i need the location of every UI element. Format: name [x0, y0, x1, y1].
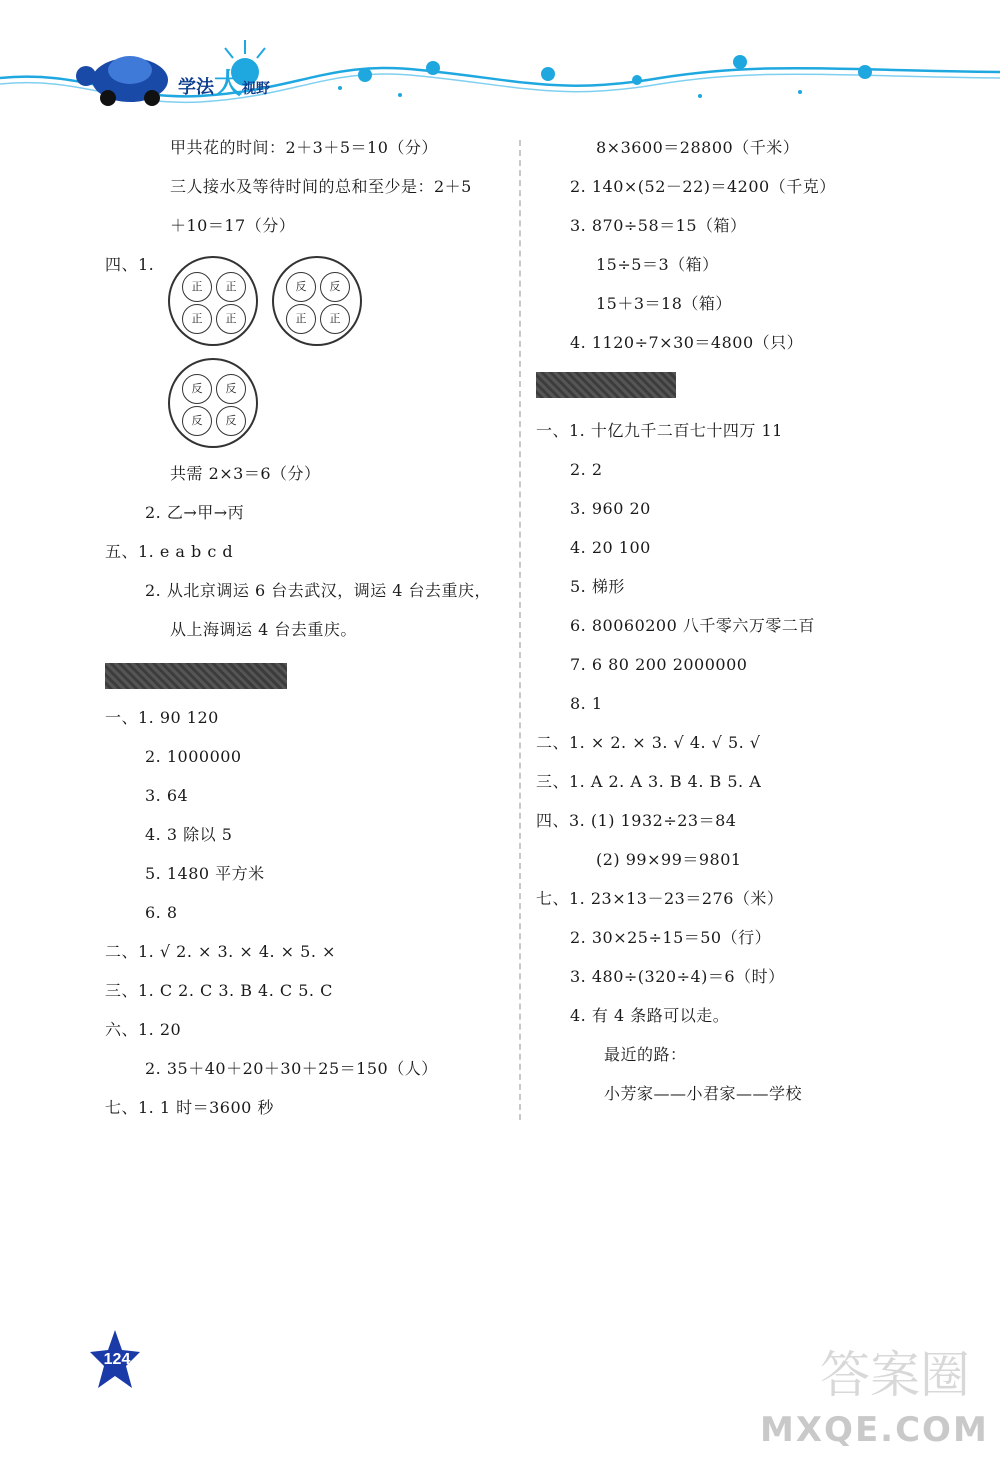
- coin: 正: [182, 272, 212, 302]
- answer-line: 3. 870÷58＝15（箱）: [570, 216, 747, 235]
- answer-line: 一、1. 90 120: [105, 708, 219, 727]
- header-banner: [0, 0, 1000, 120]
- answer-line: 三人接水及等待时间的总和至少是：2＋5: [170, 177, 472, 196]
- answer-line: 一、1. 十亿九千二百七十四万 11: [536, 421, 783, 440]
- answer-line: 二、1. × 2. × 3. √ 4. √ 5. √: [536, 733, 761, 752]
- answer-line: 4. 3 除以 5: [145, 825, 233, 844]
- answer-line: 三、1. A 2. A 3. B 4. B 5. A: [536, 772, 762, 791]
- coin: 正: [320, 304, 350, 334]
- answer-line: 二、1. √ 2. × 3. × 4. × 5. ×: [105, 942, 336, 961]
- answer-line: 8. 1: [570, 694, 603, 713]
- coin-diagram-1: [168, 256, 258, 346]
- coin: 正: [182, 304, 212, 334]
- coin: 反: [216, 374, 246, 404]
- answer-line: 共需 2×3＝6（分）: [170, 464, 321, 483]
- answer-line: 2. 乙→甲→丙: [145, 503, 245, 522]
- answer-line: 4. 1120÷7×30＝4800（只）: [570, 333, 804, 352]
- answer-line: 6. 80060200 八千零六万零二百: [570, 616, 815, 635]
- answer-line: 3. 64: [145, 786, 189, 805]
- answer-line: 七、1. 23×13－23＝276（米）: [536, 889, 784, 908]
- section-header-bar: [536, 372, 676, 398]
- answer-line: 六、1. 20: [105, 1020, 182, 1039]
- answer-line: 小芳家——小君家——学校: [604, 1084, 803, 1103]
- section-header-bar: [105, 663, 287, 689]
- answer-line: 5. 梯形: [570, 577, 625, 596]
- coin: 反: [216, 406, 246, 436]
- answer-line: 五、1. e a b c d: [105, 542, 234, 561]
- answer-line: 2. 30×25÷15＝50（行）: [570, 928, 772, 947]
- answer-line: 四、3. (1) 1932÷23＝84: [536, 811, 737, 830]
- answer-line: 3. 960 20: [570, 499, 651, 518]
- answer-line: 从上海调运 4 台去重庆。: [170, 620, 357, 639]
- coin: 反: [182, 374, 212, 404]
- coin-diagram-3: [168, 358, 258, 448]
- answer-line: 7. 6 80 200 2000000: [570, 655, 748, 674]
- answer-line: 甲共花的时间：2＋3＋5＝10（分）: [170, 138, 438, 157]
- car-icon: [76, 56, 168, 106]
- answer-line: 2. 2: [570, 460, 603, 479]
- coin: 反: [320, 272, 350, 302]
- answer-line: 2. 1000000: [145, 747, 242, 766]
- answer-line: 4. 20 100: [570, 538, 651, 557]
- answer-line: 15＋3＝18（箱）: [596, 294, 732, 313]
- logo-title: 学法大视野: [178, 67, 271, 100]
- answer-line: 七、1. 1 时＝3600 秒: [105, 1098, 274, 1117]
- answer-line: 6. 8: [145, 903, 178, 922]
- answer-line: 15÷5＝3（箱）: [596, 255, 719, 274]
- answer-line: 8×3600＝28800（千米）: [596, 138, 800, 157]
- answer-line: 2. 35＋40＋20＋30＋25＝150（人）: [145, 1059, 438, 1078]
- answer-line: 3. 480÷(320÷4)＝6（时）: [570, 967, 785, 986]
- coin: 反: [182, 406, 212, 436]
- answer-line: 5. 1480 平方米: [145, 864, 265, 883]
- watermark-text: MXQE.COM: [760, 1410, 989, 1450]
- watermark-logo: 答案圈: [820, 1346, 970, 1404]
- answer-line: 三、1. C 2. C 3. B 4. C 5. C: [105, 981, 333, 1000]
- column-divider: [519, 140, 521, 1120]
- coin: 正: [216, 304, 246, 334]
- coin: 正: [216, 272, 246, 302]
- answer-line: (2) 99×99＝9801: [596, 850, 742, 869]
- answer-line: 2. 140×(52－22)＝4200（千克）: [570, 177, 836, 196]
- coin: 正: [286, 304, 316, 334]
- answer-line: 最近的路：: [604, 1045, 687, 1064]
- answer-line: 四、1.: [105, 255, 155, 274]
- coin-diagram-2: [272, 256, 362, 346]
- answer-line: ＋10＝17（分）: [170, 216, 296, 235]
- page-number: 124: [103, 1351, 131, 1368]
- coin: 反: [286, 272, 316, 302]
- answer-line: 2. 从北京调运 6 台去武汉，调运 4 台去重庆，: [145, 581, 492, 600]
- answer-line: 4. 有 4 条路可以走。: [570, 1006, 730, 1025]
